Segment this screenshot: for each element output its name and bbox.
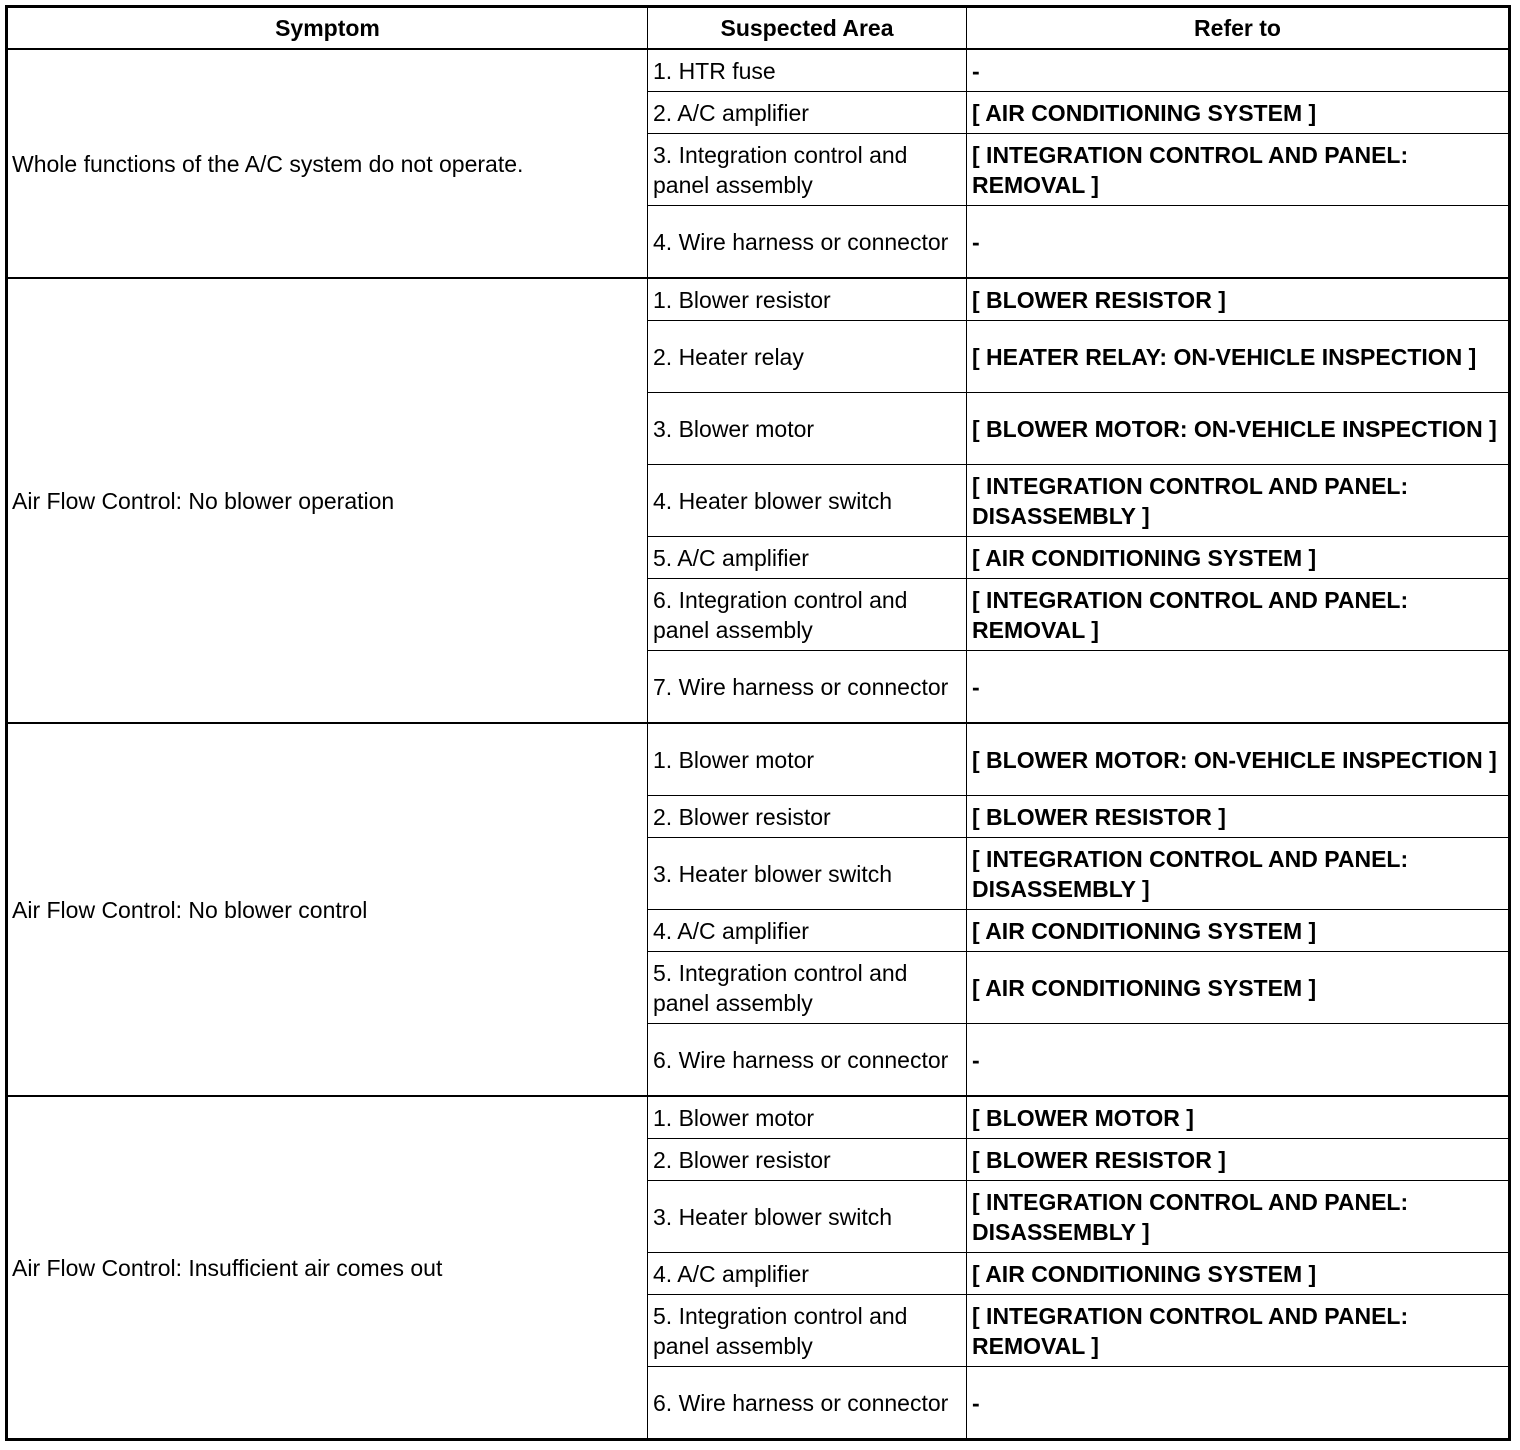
suspected-area-cell: 4. A/C amplifier	[648, 910, 967, 952]
suspected-area-cell: 4. Wire harness or connector	[648, 206, 967, 279]
table-row	[7, 278, 1510, 321]
suspected-area-cell: 2. Heater relay	[648, 321, 967, 393]
refer-to-cell: [ BLOWER MOTOR: ON-VEHICLE INSPECTION ]	[967, 393, 1510, 465]
suspected-area-cell: 3. Blower motor	[648, 393, 967, 465]
table-row	[7, 1096, 1510, 1139]
refer-to-cell: [ BLOWER RESISTOR ]	[967, 796, 1510, 838]
suspected-area-cell: 2. A/C amplifier	[648, 92, 967, 134]
refer-to-cell: -	[967, 651, 1510, 724]
table-row	[7, 49, 1510, 92]
refer-to-cell: [ INTEGRATION CONTROL AND PANEL: REMOVAL ]	[967, 579, 1510, 651]
symptom-cell: Air Flow Control: No blower operation	[7, 278, 648, 723]
suspected-area-cell: 1. Blower motor	[648, 723, 967, 796]
suspected-area-cell: 1. Blower resistor	[648, 278, 967, 321]
suspected-area-cell: 3. Integration control and panel assembly	[648, 134, 967, 206]
refer-to-cell: [ INTEGRATION CONTROL AND PANEL: REMOVAL ]	[967, 134, 1510, 206]
suspected-area-cell: 6. Wire harness or connector	[648, 1367, 967, 1440]
refer-to-cell: [ BLOWER MOTOR: ON-VEHICLE INSPECTION ]	[967, 723, 1510, 796]
refer-to-cell: [ INTEGRATION CONTROL AND PANEL: DISASSEMBLY ]	[967, 838, 1510, 910]
suspected-area-cell: 5. Integration control and panel assembly	[648, 1295, 967, 1367]
suspected-area-cell: 6. Wire harness or connector	[648, 1024, 967, 1097]
refer-to-cell: [ BLOWER MOTOR ]	[967, 1096, 1510, 1139]
suspected-area-cell: 1. HTR fuse	[648, 49, 967, 92]
suspected-area-cell: 6. Integration control and panel assembly	[648, 579, 967, 651]
suspected-area-cell: 4. Heater blower switch	[648, 465, 967, 537]
header-refer-to: Refer to	[967, 7, 1510, 50]
refer-to-cell: [ AIR CONDITIONING SYSTEM ]	[967, 537, 1510, 579]
refer-to-cell: -	[967, 1024, 1510, 1097]
refer-to-cell: [ BLOWER RESISTOR ]	[967, 278, 1510, 321]
header-row	[7, 7, 1510, 50]
suspected-area-cell: 7. Wire harness or connector	[648, 651, 967, 724]
suspected-area-cell: 2. Blower resistor	[648, 796, 967, 838]
refer-to-cell: [ BLOWER RESISTOR ]	[967, 1139, 1510, 1181]
refer-to-cell: [ INTEGRATION CONTROL AND PANEL: DISASSEMBLY ]	[967, 1181, 1510, 1253]
header-suspected-area: Suspected Area	[648, 7, 967, 50]
refer-to-cell: [ INTEGRATION CONTROL AND PANEL: DISASSEMBLY ]	[967, 465, 1510, 537]
header-symptom: Symptom	[7, 7, 648, 50]
suspected-area-cell: 3. Heater blower switch	[648, 838, 967, 910]
diagnosis-table	[5, 5, 1511, 1441]
symptom-cell: Air Flow Control: No blower control	[7, 723, 648, 1096]
refer-to-cell: [ AIR CONDITIONING SYSTEM ]	[967, 1253, 1510, 1295]
refer-to-cell: -	[967, 1367, 1510, 1440]
suspected-area-cell: 4. A/C amplifier	[648, 1253, 967, 1295]
symptom-cell: Air Flow Control: Insufficient air comes out	[7, 1096, 648, 1440]
refer-to-cell: [ INTEGRATION CONTROL AND PANEL: REMOVAL ]	[967, 1295, 1510, 1367]
table-row	[7, 723, 1510, 796]
suspected-area-cell: 3. Heater blower switch	[648, 1181, 967, 1253]
refer-to-cell: [ AIR CONDITIONING SYSTEM ]	[967, 92, 1510, 134]
suspected-area-cell: 5. A/C amplifier	[648, 537, 967, 579]
suspected-area-cell: 1. Blower motor	[648, 1096, 967, 1139]
refer-to-cell: [ AIR CONDITIONING SYSTEM ]	[967, 910, 1510, 952]
symptom-cell: Whole functions of the A/C system do not operate.	[7, 49, 648, 278]
suspected-area-cell: 2. Blower resistor	[648, 1139, 967, 1181]
refer-to-cell: [ AIR CONDITIONING SYSTEM ]	[967, 952, 1510, 1024]
refer-to-cell: -	[967, 49, 1510, 92]
suspected-area-cell: 5. Integration control and panel assembly	[648, 952, 967, 1024]
refer-to-cell: [ HEATER RELAY: ON-VEHICLE INSPECTION ]	[967, 321, 1510, 393]
refer-to-cell: -	[967, 206, 1510, 279]
